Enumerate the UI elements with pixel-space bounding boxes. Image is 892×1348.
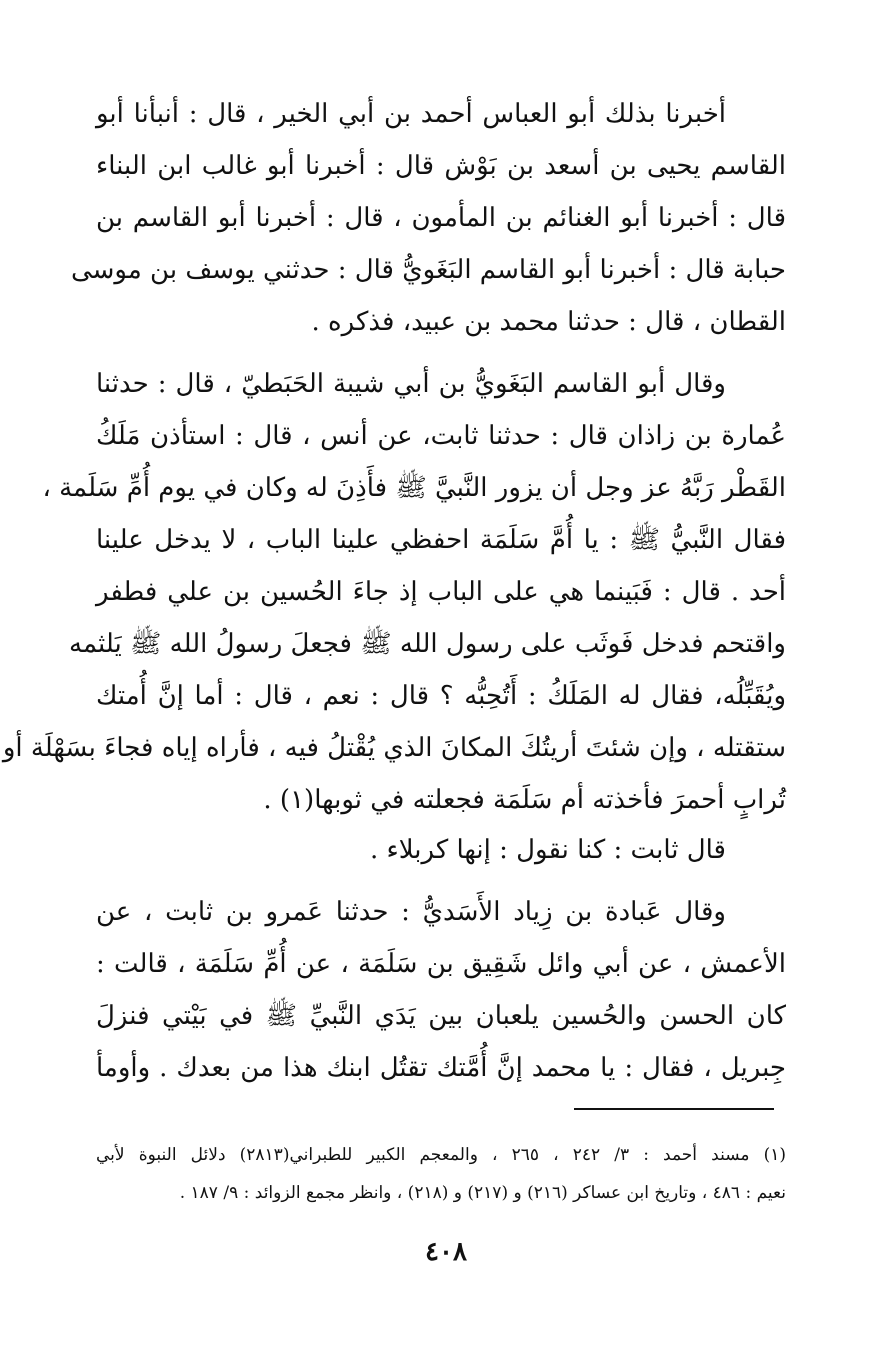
text-line: واقتحم فدخل فَوثَب على رسول الله ﷺ فجعلَ رسولُ الله ﷺ يَلثمه [69,629,786,659]
footnote-line: نعيم : ٤٨٦ ، وتاريخ ابن عساكر (٢١٦) و (٢١٧) و (٢١٨) ، وانظر مجمع الزوائد : ٩/ ١٨٧ . [179,1183,786,1203]
text-line: ويُقَبِّلُه، فقال له المَلَكُ : أَتُحِبُّه ؟ قال : نعم ، قال : أما إنَّ أُمتك [96,681,786,711]
text-line: وقال أبو القاسم البَغَويُّ بن أبي شيبة الحَبَطيّ ، قال : حدثنا [96,369,726,399]
text-line: أخبرنا بذلك أبو العباس أحمد بن أبي الخير ، قال : أنبأنا أبو [96,99,726,129]
text-line: عُمارة بن زاذان قال : حدثنا ثابت، عن أنس ، قال : استأذن مَلَكُ [96,421,786,451]
text-line: قال ثابت : كنا نقول : إنها كربلاء . [370,835,726,865]
text-line: أحد . قال : فَبَينما هي على الباب إذ جاءَ الحُسين بن علي فطفر [96,577,786,607]
text-line: وقال عَبادة بن زِياد الأَسَديُّ : حدثنا عَمرو بن ثابت ، عن [96,897,726,927]
text-line: تُرابٍ أحمرَ فأخذته أم سَلَمَة فجعلته في ثوبها(١) . [263,785,786,815]
text-line: القطان ، قال : حدثنا محمد بن عبيد، فذكره . [311,307,786,337]
text-line: جِبريل ، فقال : يا محمد إنَّ أُمَّتك تقتُل ابنك هذا من بعدك . وأومأ [96,1053,786,1083]
text-line: كان الحسن والحُسين يلعبان بين يَدَي النَّبيِّ ﷺ في بَيْتي فنزلَ [96,1001,786,1031]
text-line: القَطْر رَبَّهُ عز وجل أن يزور النَّبيَّ ﷺ فأَذِنَ له وكان في يوم أُمِّ سَلَمة ، [42,473,786,503]
text-line: الأعمش ، عن أبي وائل شَقِيق بن سَلَمَة ، عن أُمِّ سَلَمَة ، قالت : [96,949,786,979]
text-line: ستقتله ، وإن شئتَ أريتُكَ المكانَ الذي يُقْتلُ فيه ، فأراه إياه فجاءَ بسَهْلَة أو [2,733,786,763]
text-line: حبابة قال : أخبرنا أبو القاسم البَغَويُّ قال : حدثني يوسف بن موسى [70,255,786,285]
page-number: ٤٠٨ [425,1237,467,1267]
footnote-line: (١) مسند أحمد : ٣/ ٢٤٢ ، ٢٦٥ ، والمعجم الكبير للطبراني(٢٨١٣) دلائل النبوة لأبي [96,1145,786,1165]
text-line: القاسم يحيى بن أسعد بن بَوْش قال : أخبرنا أبو غالب ابن البناء [96,151,786,181]
footnote-separator [574,1108,774,1110]
text-line: قال : أخبرنا أبو الغنائم بن المأمون ، قال : أخبرنا أبو القاسم بن [96,203,786,233]
text-line: فقال النَّبيُّ ﷺ : يا أُمَّ سَلَمَة احفظي علينا الباب ، لا يدخل علينا [96,525,786,555]
